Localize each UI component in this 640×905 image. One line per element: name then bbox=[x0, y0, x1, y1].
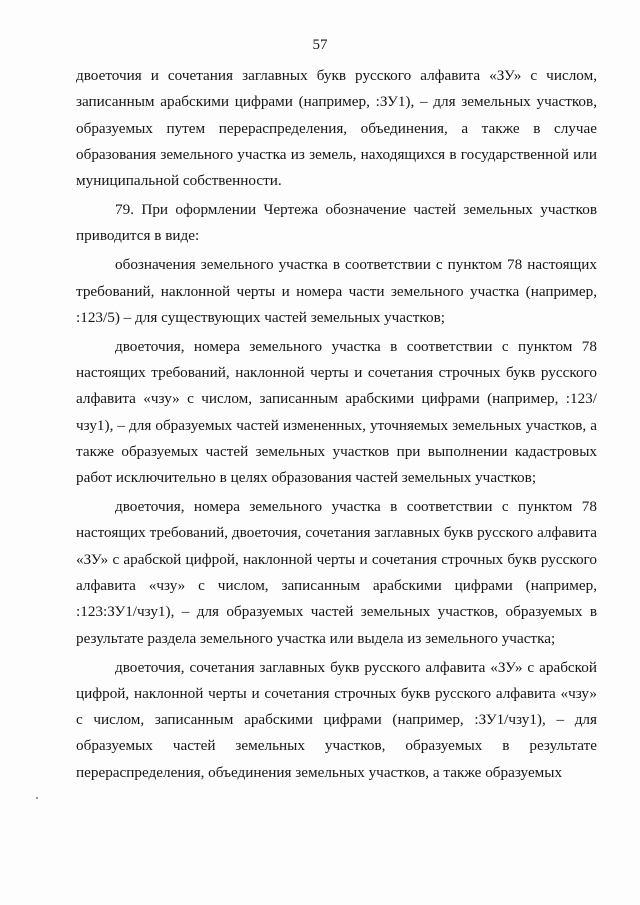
paragraph-changed-parts: двоеточия, номера земельного участка в соответствии с пунктом 78 настоящих требований, наклонной черты и сочетания строчных букв русского алфавита «чзу» с числом, записанным арабскими цифрами (например, :123/чзу1), – для образуемых частей измененных, уточняемых земельных участков, а также образуемых частей земельных участков при выполнении кадастровых работ исключительно в целях образования частей земельных участков; bbox=[76, 337, 597, 487]
page-number: 57 bbox=[312, 37, 328, 53]
paragraph-redistribution-parts: двоеточия, сочетания заглавных букв русского алфавита «ЗУ» с арабской цифрой, наклонной черты и сочетания строчных букв русского алфавита «чзу» с числом, записанным арабскими цифрами (например, :ЗУ1/чзу1), – для образуемых частей земельных участков, образуемых в результате перераспределения, объединения земельных участков, а также образуемых bbox=[76, 658, 597, 781]
document-body bbox=[76, 63, 597, 789]
paragraph-item-79: 79. При оформлении Чертежа обозначение частей земельных участков приводится в виде: bbox=[76, 201, 597, 245]
paragraph-continuation: двоеточия и сочетания заглавных букв русского алфавита «ЗУ» с числом, записанным арабскими цифрами (например, :ЗУ1), – для земельных участков, образуемых путем перераспределения, объединения, а также в случае образования земельного участка из земель, находящихся в государственной или муниципальной собственности. bbox=[76, 67, 597, 190]
paragraph-existing-parts: обозначения земельного участка в соответствии с пунктом 78 настоящих требований, наклонной черты и номера части земельного участка (например, :123/5) – для существующих частей земельных участков; bbox=[76, 256, 597, 326]
scan-speck bbox=[36, 797, 38, 799]
paragraph-division-parts: двоеточия, номера земельного участка в соответствии с пунктом 78 настоящих требований, двоеточия, сочетания заглавных букв русского алфавита «ЗУ» с арабской цифрой, наклонной черты и сочетания строчных букв русского алфавита «чзу» с числом, записанным арабскими цифрами (например, :123:ЗУ1/чзу1), – для образуемых частей земельных участков, образуемых в результате раздела земельного участка или выдела из земельного участка; bbox=[76, 498, 597, 647]
